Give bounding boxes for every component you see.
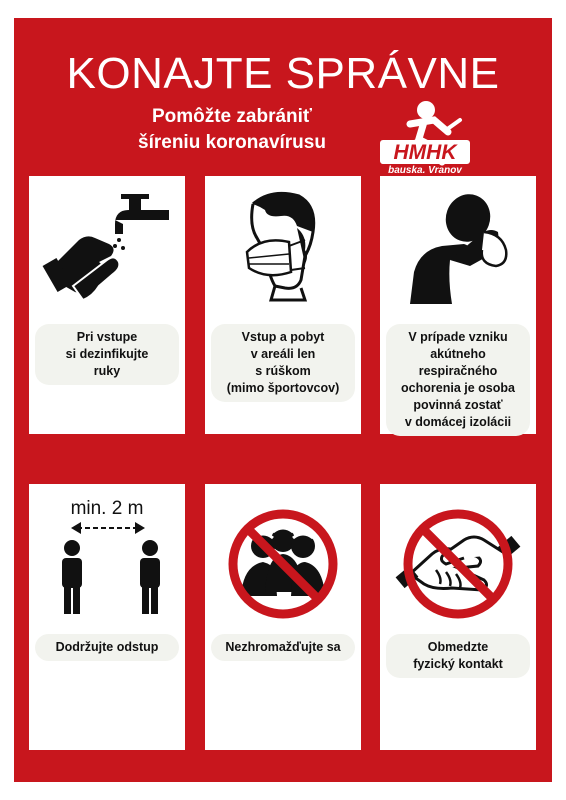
subtitle-line-2: šíreniu koronavírusu	[138, 132, 326, 153]
rule-card-hand-wash	[29, 176, 185, 434]
logo-text: HMHK	[393, 141, 457, 164]
poster-title: KONAJTE SPRÁVNE	[66, 49, 500, 98]
person-figure-left	[62, 540, 82, 614]
rule-caption: Pri vstupe si dezinfikujte ruky	[35, 324, 179, 385]
logo-tagline: bauska. Vranov	[388, 165, 462, 176]
rule-caption: V prípade vzniku akútneho respiračného ochorenia je osoba povinná zostať v domácej izolácii	[386, 324, 530, 436]
person-figure-right	[140, 540, 160, 614]
rule-caption: Dodržujte odstup	[35, 634, 179, 661]
club-logo-icon	[362, 96, 472, 176]
rule-caption: Vstup a pobyt v areáli len s rúškom (mimo športovcov)	[211, 324, 355, 402]
face-mask-icon	[205, 176, 361, 316]
hand-wash-icon	[29, 176, 185, 316]
rule-card-sneeze	[380, 176, 536, 434]
subtitle-line-1: Pomôžte zabrániť	[151, 106, 313, 127]
rule-card-face-mask	[205, 176, 361, 434]
distance-icon	[29, 484, 185, 624]
rule-card-no-crowd	[205, 484, 361, 750]
no-handshake-icon	[380, 484, 536, 624]
distance-label: min. 2 m	[70, 498, 144, 519]
rule-card-no-handshake	[380, 484, 536, 750]
rule-card-distance	[29, 484, 185, 750]
sneeze-icon	[380, 176, 536, 316]
poster-subtitle	[112, 104, 352, 156]
rule-caption: Nezhromažďujte sa	[211, 634, 355, 661]
poster	[14, 18, 552, 782]
rule-caption: Obmedzte fyzický kontakt	[386, 634, 530, 678]
no-crowd-icon	[205, 484, 361, 624]
